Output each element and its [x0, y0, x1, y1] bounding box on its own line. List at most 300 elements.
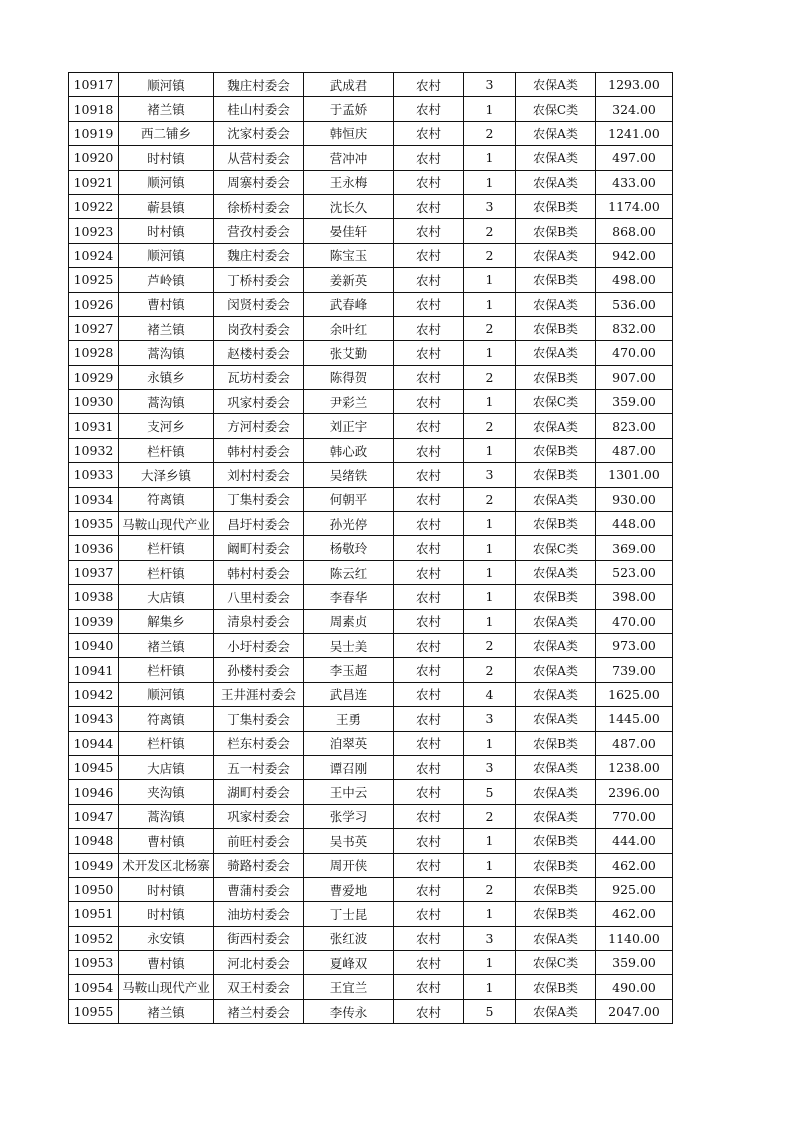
- person-name: 谭召刚: [329, 760, 368, 776]
- amount-cell: [596, 487, 673, 511]
- insurance-category-cell: [516, 536, 596, 560]
- household-count-cell: [464, 487, 516, 511]
- person-name-cell: [304, 243, 394, 267]
- insurance-category-cell: [516, 268, 596, 292]
- area-type: 农村: [415, 199, 441, 215]
- household-count: 1: [485, 857, 494, 873]
- person-name: 陈得贺: [329, 370, 368, 386]
- insurance-category-cell: [516, 170, 596, 194]
- household-count-cell: [464, 536, 516, 560]
- household-count: 1: [485, 955, 494, 971]
- row-id-cell: [69, 341, 119, 365]
- amount: 2396.00: [608, 784, 660, 800]
- amount: 487.00: [612, 735, 656, 751]
- household-count: 2: [485, 638, 494, 654]
- person-name: 李春华: [329, 589, 368, 605]
- row-id: 10952: [73, 930, 114, 946]
- town: 永镇乡: [147, 370, 185, 386]
- village-committee-cell: [214, 585, 304, 609]
- row-id-cell: [69, 829, 119, 853]
- area-type-cell: [394, 975, 464, 999]
- row-id-cell: [69, 951, 119, 975]
- area-type-cell: [394, 804, 464, 828]
- area-type-cell: [394, 609, 464, 633]
- person-name: 韩恒庆: [329, 126, 368, 142]
- insurance-category-cell: [516, 487, 596, 511]
- household-count-cell: [464, 170, 516, 194]
- row-id: 10947: [73, 808, 114, 824]
- area-type-cell: [394, 316, 464, 340]
- person-name-cell: [304, 755, 394, 779]
- village-committee: 周寨村委会: [227, 175, 290, 191]
- village-committee-cell: [214, 804, 304, 828]
- row-id: 10921: [73, 174, 114, 190]
- town-cell: [119, 609, 214, 633]
- household-count-cell: [464, 97, 516, 121]
- town: 芦岭镇: [147, 272, 185, 288]
- household-count: 2: [485, 491, 494, 507]
- town: 褚兰镇: [147, 102, 185, 118]
- area-type-cell: [394, 121, 464, 145]
- amount: 1293.00: [608, 77, 660, 93]
- table-row: [69, 341, 673, 365]
- insurance-category-cell: [516, 365, 596, 389]
- town-cell: [119, 999, 214, 1023]
- village-committee-cell: [214, 97, 304, 121]
- village-committee-cell: [214, 877, 304, 901]
- amount: 324.00: [612, 101, 656, 117]
- area-type: 农村: [415, 858, 441, 874]
- village-committee: 方河村委会: [227, 419, 290, 435]
- amount: 490.00: [612, 979, 656, 995]
- area-type-cell: [394, 292, 464, 316]
- amount: 536.00: [612, 296, 656, 312]
- person-name-cell: [304, 926, 394, 950]
- row-id: 10949: [73, 857, 114, 873]
- area-type-cell: [394, 97, 464, 121]
- row-id-cell: [69, 804, 119, 828]
- amount-cell: [596, 97, 673, 121]
- household-count: 1: [485, 272, 494, 288]
- village-committee: 赵楼村委会: [227, 345, 290, 361]
- town-cell: [119, 73, 214, 97]
- household-count: 3: [485, 711, 494, 727]
- village-committee: 魏庄村委会: [227, 77, 290, 93]
- row-id: 10924: [73, 247, 114, 263]
- village-committee: 岗孜村委会: [227, 321, 290, 337]
- area-type: 农村: [415, 248, 441, 264]
- village-committee-cell: [214, 463, 304, 487]
- village-committee: 昌圩村委会: [227, 516, 290, 532]
- row-id: 10933: [73, 467, 114, 483]
- row-id: 10935: [73, 516, 114, 532]
- row-id-cell: [69, 560, 119, 584]
- row-id-cell: [69, 73, 119, 97]
- row-id-cell: [69, 292, 119, 316]
- row-id-cell: [69, 390, 119, 414]
- amount: 470.00: [612, 613, 656, 629]
- village-committee-cell: [214, 780, 304, 804]
- insurance-category: 农保A类: [533, 809, 578, 824]
- person-name-cell: [304, 170, 394, 194]
- amount-cell: [596, 316, 673, 340]
- insurance-category: 农保C类: [532, 395, 579, 410]
- town-cell: [119, 926, 214, 950]
- insurance-category: 农保A类: [533, 78, 578, 93]
- area-type: 农村: [415, 760, 441, 776]
- person-name-cell: [304, 438, 394, 462]
- person-name: 余叶红: [329, 321, 368, 337]
- table-row: [69, 658, 673, 682]
- household-count-cell: [464, 194, 516, 218]
- household-count-cell: [464, 682, 516, 706]
- household-count-cell: [464, 926, 516, 950]
- village-committee-cell: [214, 316, 304, 340]
- row-id: 10926: [73, 296, 114, 312]
- household-count: 2: [485, 808, 494, 824]
- person-name-cell: [304, 780, 394, 804]
- insurance-category: 农保C类: [532, 956, 579, 971]
- insurance-category-cell: [516, 463, 596, 487]
- household-count: 3: [485, 930, 494, 946]
- town: 时村镇: [147, 224, 185, 240]
- person-name: 武成君: [329, 77, 368, 93]
- household-count: 1: [485, 979, 494, 995]
- amount: 470.00: [612, 345, 656, 361]
- village-committee: 曹蒲村委会: [227, 882, 290, 898]
- town-cell: [119, 268, 214, 292]
- village-committee: 瓦坊村委会: [227, 370, 290, 386]
- area-type: 农村: [415, 638, 441, 654]
- area-type-cell: [394, 682, 464, 706]
- amount-cell: [596, 731, 673, 755]
- household-count: 2: [485, 223, 494, 239]
- insurance-category-cell: [516, 390, 596, 414]
- household-count-cell: [464, 243, 516, 267]
- row-id: 10931: [73, 418, 114, 434]
- area-type-cell: [394, 585, 464, 609]
- area-type: 农村: [415, 736, 441, 752]
- amount-cell: [596, 243, 673, 267]
- person-name-cell: [304, 999, 394, 1023]
- amount: 930.00: [612, 491, 656, 507]
- table-row: [69, 731, 673, 755]
- household-count-cell: [464, 951, 516, 975]
- amount-cell: [596, 560, 673, 584]
- person-name-cell: [304, 414, 394, 438]
- insurance-category-cell: [516, 877, 596, 901]
- person-name-cell: [304, 219, 394, 243]
- household-count: 1: [485, 174, 494, 190]
- village-committee: 湖町村委会: [227, 785, 290, 801]
- area-type-cell: [394, 658, 464, 682]
- village-committee: 魏庄村委会: [227, 248, 290, 264]
- amount: 973.00: [612, 638, 656, 654]
- town: 顺河镇: [147, 175, 185, 191]
- amount-cell: [596, 219, 673, 243]
- village-committee: 巩家村委会: [227, 809, 290, 825]
- town: 褚兰镇: [147, 1004, 185, 1020]
- insurance-category: 农保A类: [533, 785, 578, 800]
- amount: 1301.00: [608, 467, 660, 483]
- table-row: [69, 585, 673, 609]
- insurance-category: 农保A类: [533, 151, 578, 166]
- household-count: 1: [485, 345, 494, 361]
- village-committee: 王井涯村委会: [220, 687, 296, 703]
- town-cell: [119, 829, 214, 853]
- household-count: 1: [485, 150, 494, 166]
- amount: 1625.00: [608, 686, 660, 702]
- amount-cell: [596, 438, 673, 462]
- village-committee-cell: [214, 975, 304, 999]
- town: 褚兰镇: [147, 321, 185, 337]
- town: 顺河镇: [147, 687, 185, 703]
- person-name-cell: [304, 390, 394, 414]
- village-committee: 刘村村委会: [227, 467, 290, 483]
- person-name-cell: [304, 341, 394, 365]
- row-id: 10955: [73, 1004, 114, 1020]
- area-type-cell: [394, 731, 464, 755]
- row-id-cell: [69, 487, 119, 511]
- village-committee-cell: [214, 560, 304, 584]
- household-count: 1: [485, 735, 494, 751]
- row-id: 10932: [73, 443, 114, 459]
- area-type: 农村: [415, 711, 441, 727]
- town-cell: [119, 707, 214, 731]
- insurance-category: 农保B类: [533, 200, 578, 215]
- person-name: 张学习: [329, 809, 368, 825]
- table-body: [69, 73, 673, 1024]
- household-count: 1: [485, 540, 494, 556]
- area-type-cell: [394, 268, 464, 292]
- village-committee: 从营村委会: [227, 150, 290, 166]
- household-count-cell: [464, 780, 516, 804]
- insurance-category: 农保A类: [533, 687, 578, 702]
- household-count: 3: [485, 760, 494, 776]
- town: 符离镇: [147, 492, 185, 508]
- insurance-category: 农保A类: [533, 1005, 578, 1020]
- town-cell: [119, 512, 214, 536]
- town-cell: [119, 365, 214, 389]
- town: 符离镇: [147, 711, 185, 727]
- village-committee-cell: [214, 243, 304, 267]
- household-count-cell: [464, 585, 516, 609]
- row-id-cell: [69, 902, 119, 926]
- amount: 1238.00: [608, 760, 660, 776]
- town: 顺河镇: [147, 77, 185, 93]
- row-id-cell: [69, 585, 119, 609]
- village-committee: 丁桥村委会: [227, 272, 290, 288]
- insurance-category: 农保B类: [533, 883, 578, 898]
- amount-cell: [596, 853, 673, 877]
- household-count-cell: [464, 755, 516, 779]
- town-cell: [119, 194, 214, 218]
- household-count: 1: [485, 516, 494, 532]
- amount-cell: [596, 780, 673, 804]
- area-type-cell: [394, 902, 464, 926]
- person-name-cell: [304, 707, 394, 731]
- town-cell: [119, 146, 214, 170]
- insurance-category: 农保B类: [533, 736, 578, 751]
- row-id-cell: [69, 243, 119, 267]
- row-id: 10929: [73, 369, 114, 385]
- town: 曹村镇: [147, 833, 185, 849]
- area-type: 农村: [415, 272, 441, 288]
- person-name: 王永梅: [329, 175, 368, 191]
- amount: 942.00: [612, 247, 656, 263]
- row-id: 10937: [73, 565, 114, 580]
- area-type-cell: [394, 853, 464, 877]
- town-cell: [119, 170, 214, 194]
- person-name-cell: [304, 365, 394, 389]
- amount-cell: [596, 951, 673, 975]
- row-id: 10925: [73, 272, 114, 288]
- row-id-cell: [69, 463, 119, 487]
- village-committee-cell: [214, 487, 304, 511]
- town-cell: [119, 633, 214, 657]
- village-committee: 双王村委会: [227, 980, 290, 996]
- table-row: [69, 365, 673, 389]
- town-cell: [119, 951, 214, 975]
- row-id-cell: [69, 170, 119, 194]
- row-id: 10923: [73, 223, 114, 239]
- person-name-cell: [304, 609, 394, 633]
- area-type-cell: [394, 390, 464, 414]
- area-type-cell: [394, 633, 464, 657]
- household-count-cell: [464, 609, 516, 633]
- table-row: [69, 170, 673, 194]
- person-name-cell: [304, 292, 394, 316]
- person-name: 李传永: [329, 1004, 368, 1020]
- insurance-category: 农保B类: [533, 322, 578, 337]
- village-committee: 栏东村委会: [227, 736, 290, 752]
- town: 时村镇: [147, 150, 185, 166]
- insurance-category-cell: [516, 560, 596, 584]
- village-committee: 街西村委会: [227, 931, 290, 947]
- household-count: 1: [485, 833, 494, 849]
- table-row: [69, 780, 673, 804]
- person-name: 何朝平: [329, 492, 368, 508]
- area-type: 农村: [415, 126, 441, 142]
- person-name-cell: [304, 121, 394, 145]
- person-name-cell: [304, 804, 394, 828]
- village-committee-cell: [214, 414, 304, 438]
- insurance-category-cell: [516, 829, 596, 853]
- area-type: 农村: [415, 1004, 441, 1020]
- area-type: 农村: [415, 614, 441, 630]
- area-type-cell: [394, 536, 464, 560]
- area-type-cell: [394, 707, 464, 731]
- area-type: 农村: [415, 419, 441, 435]
- person-name-cell: [304, 731, 394, 755]
- area-type: 农村: [415, 687, 441, 703]
- table-row: [69, 951, 673, 975]
- person-name: 韩心政: [329, 443, 368, 459]
- amount-cell: [596, 707, 673, 731]
- insurance-category-cell: [516, 731, 596, 755]
- amount: 462.00: [612, 857, 656, 873]
- person-name: 张艾勤: [329, 345, 368, 361]
- insurance-category-cell: [516, 73, 596, 97]
- village-committee: 五一村委会: [227, 760, 290, 776]
- village-committee: 骑路村委会: [227, 858, 290, 874]
- household-count: 3: [485, 77, 494, 93]
- row-id: 10936: [73, 540, 114, 556]
- village-committee: 清泉村委会: [227, 614, 290, 630]
- amount-cell: [596, 633, 673, 657]
- village-committee-cell: [214, 633, 304, 657]
- row-id-cell: [69, 707, 119, 731]
- town: 褚兰镇: [147, 638, 185, 654]
- town: 顺河镇: [147, 248, 185, 264]
- household-count-cell: [464, 731, 516, 755]
- table-row: [69, 902, 673, 926]
- person-name-cell: [304, 487, 394, 511]
- village-committee-cell: [214, 438, 304, 462]
- town-cell: [119, 585, 214, 609]
- row-id: 10946: [73, 784, 114, 800]
- insurance-category: 农保C类: [532, 102, 579, 117]
- table-row: [69, 877, 673, 901]
- table-row: [69, 487, 673, 511]
- household-count: 1: [485, 101, 494, 117]
- person-name-cell: [304, 194, 394, 218]
- insurance-category: 农保B类: [533, 858, 578, 873]
- household-count-cell: [464, 219, 516, 243]
- person-name-cell: [304, 902, 394, 926]
- household-count: 1: [485, 296, 494, 312]
- row-id: 10941: [73, 662, 114, 678]
- town: 大店镇: [147, 589, 185, 605]
- village-committee-cell: [214, 951, 304, 975]
- household-count-cell: [464, 804, 516, 828]
- insurance-category: 农保A类: [533, 346, 578, 361]
- village-committee: 韩村村委会: [227, 565, 290, 581]
- insurance-category-cell: [516, 121, 596, 145]
- insurance-category-cell: [516, 951, 596, 975]
- table-row: [69, 316, 673, 340]
- insurance-category: 农保A类: [533, 614, 578, 629]
- person-name: 陈云红: [329, 565, 368, 581]
- row-id-cell: [69, 97, 119, 121]
- insurance-category-cell: [516, 194, 596, 218]
- town-cell: [119, 804, 214, 828]
- village-committee-cell: [214, 219, 304, 243]
- household-count: 1: [485, 613, 494, 629]
- town-cell: [119, 902, 214, 926]
- row-id: 10917: [73, 77, 114, 93]
- area-type-cell: [394, 926, 464, 950]
- town: 时村镇: [147, 906, 185, 922]
- town: 栏杆镇: [147, 565, 185, 581]
- table-row: [69, 804, 673, 828]
- area-type: 农村: [415, 833, 441, 849]
- row-id-cell: [69, 536, 119, 560]
- amount: 462.00: [612, 906, 656, 922]
- person-name-cell: [304, 73, 394, 97]
- person-name-cell: [304, 975, 394, 999]
- row-id: 10951: [73, 906, 114, 922]
- area-type: 农村: [415, 955, 441, 971]
- town-cell: [119, 438, 214, 462]
- row-id: 10950: [73, 882, 114, 898]
- village-committee: 丁集村委会: [227, 492, 290, 508]
- town: 曹村镇: [147, 955, 185, 971]
- person-name-cell: [304, 512, 394, 536]
- row-id-cell: [69, 926, 119, 950]
- village-committee: 桂山村委会: [227, 102, 290, 118]
- amount: 1174.00: [608, 199, 660, 215]
